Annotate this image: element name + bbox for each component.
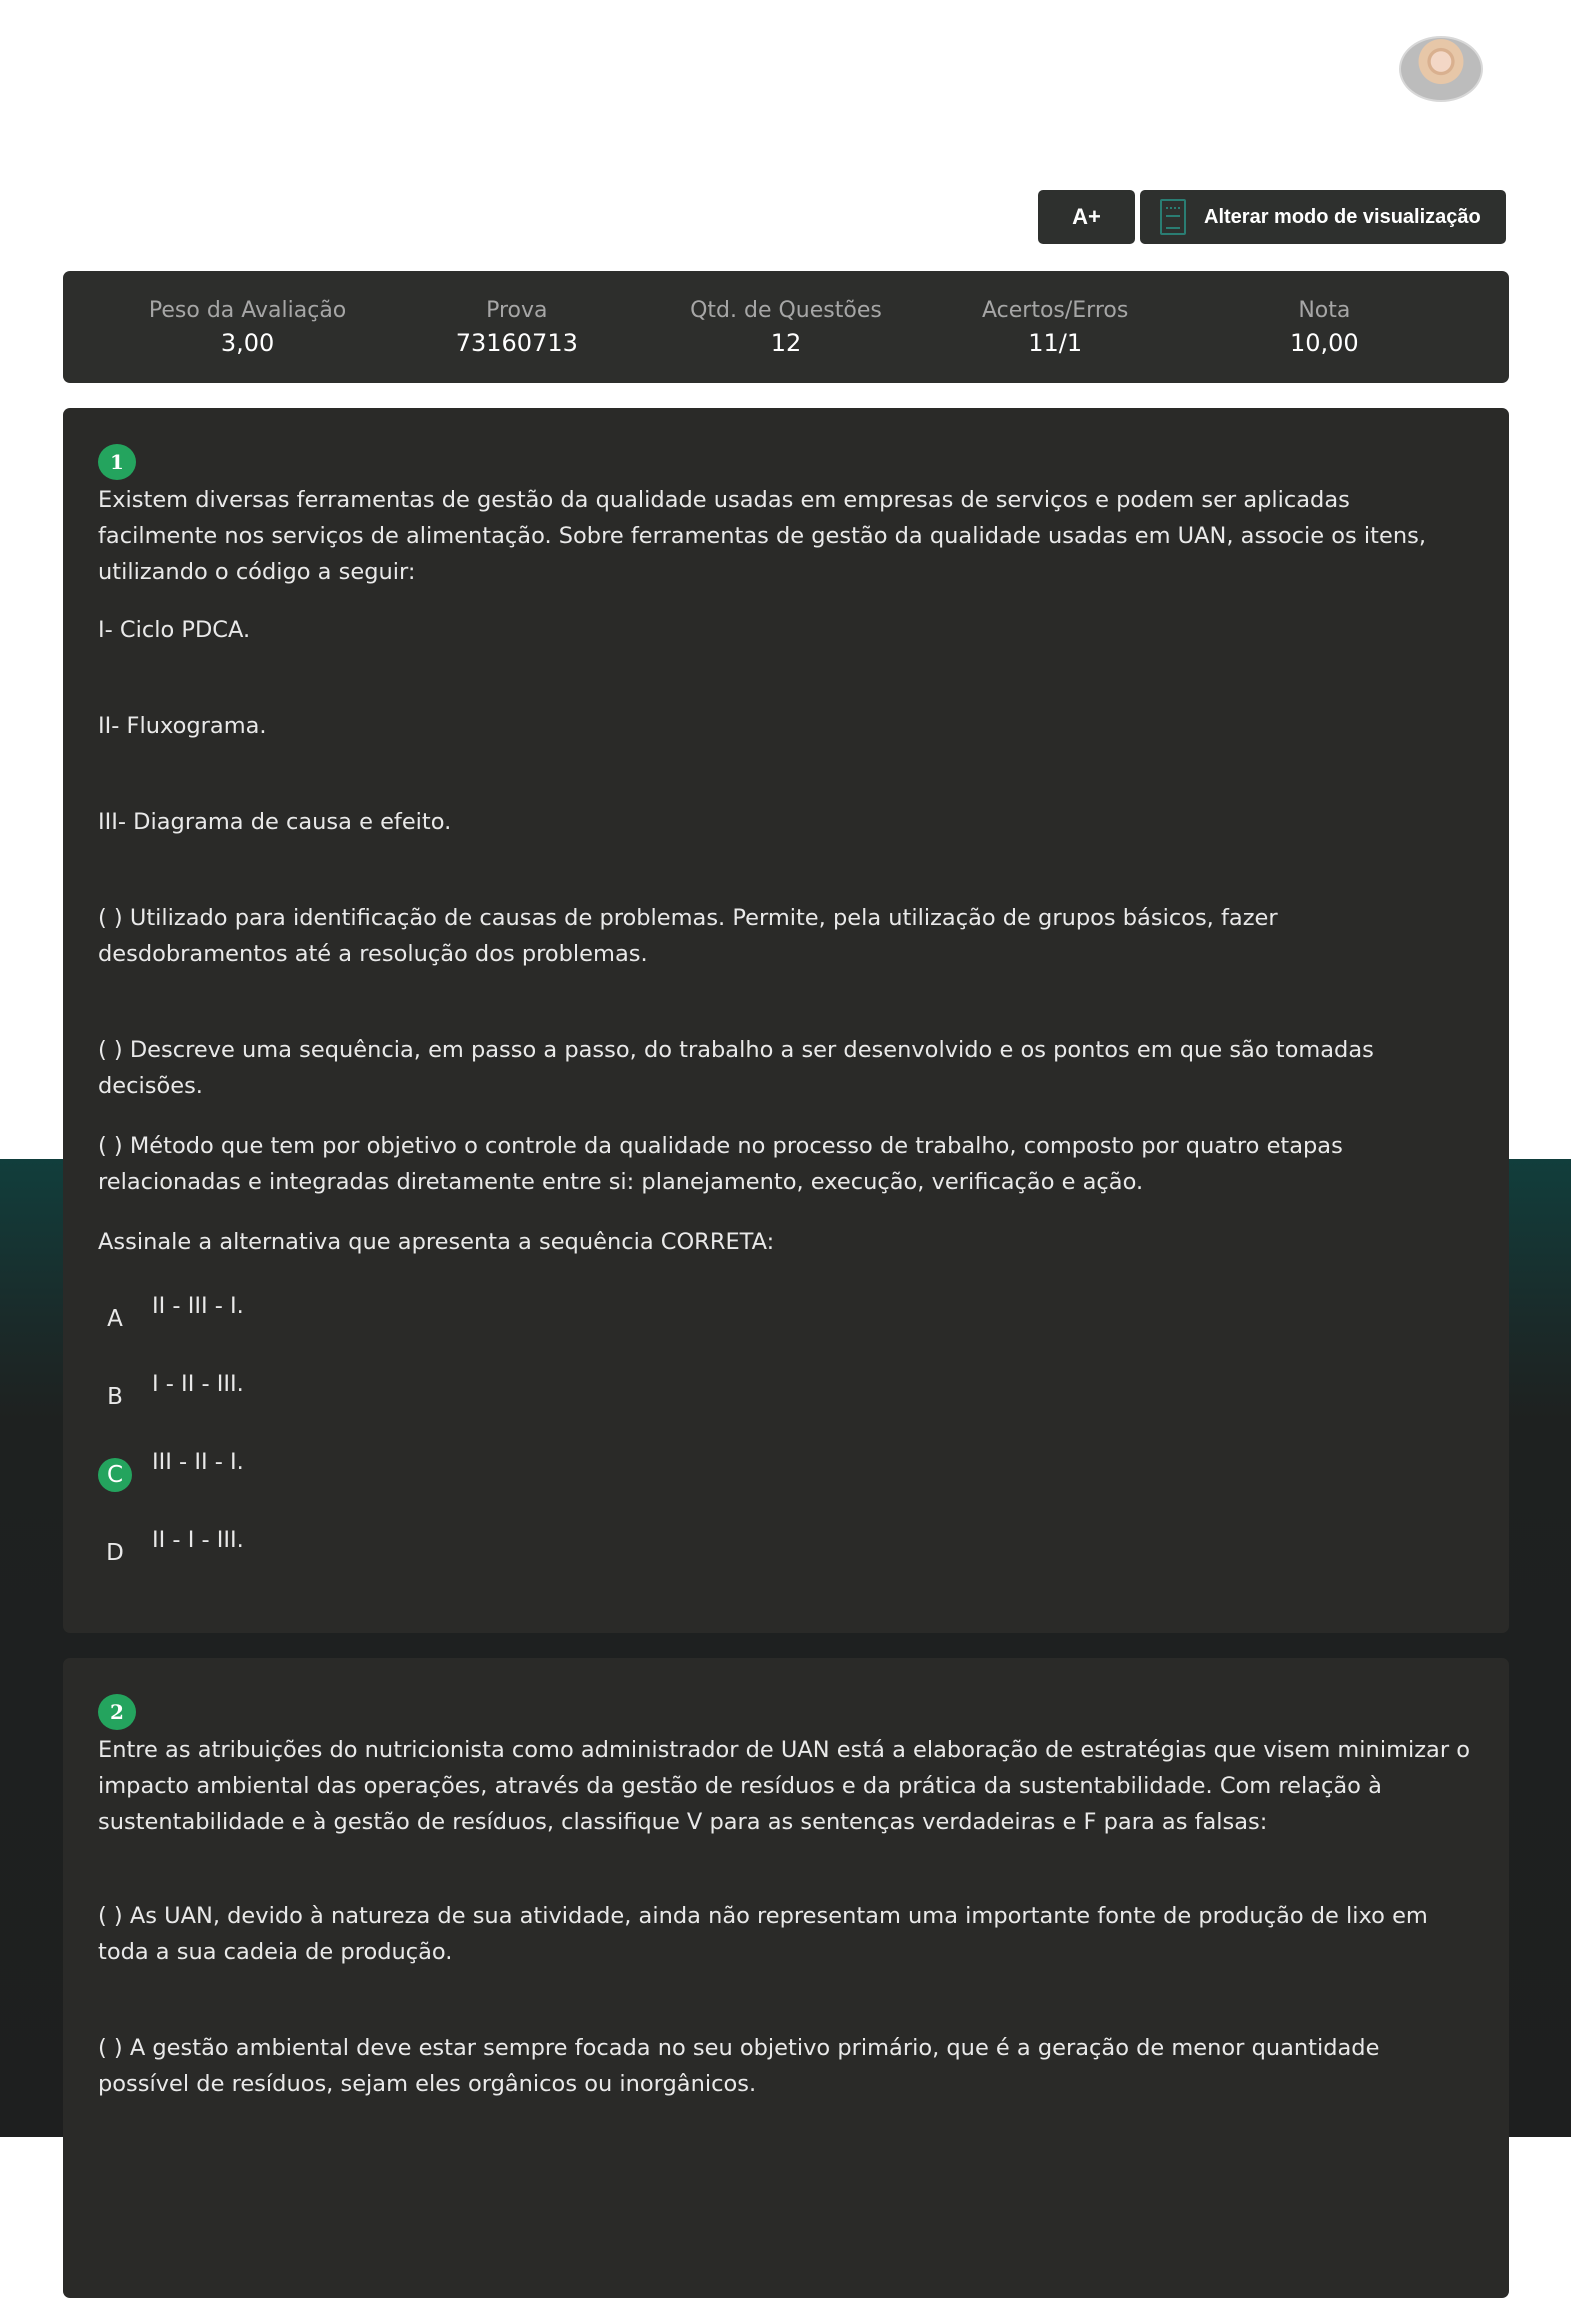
option-d[interactable] (98, 1522, 244, 1570)
stat-exam-value: 73160713 (455, 328, 578, 357)
stat-score-label: Acertos/Erros (981, 297, 1129, 323)
option-letter: A (107, 1305, 123, 1332)
stat-exam (397, 298, 637, 357)
option-a[interactable] (98, 1288, 244, 1336)
question-card-2 (63, 1658, 1509, 2298)
option-text: I - II - III. (152, 1371, 244, 1397)
statement-1: ( ) As UAN, devido à natureza de sua atividade, ainda não representam uma importante fonte de produção de lixo em toda a sua cadeia de produção. (98, 1903, 1428, 1965)
statement-2: ( ) Descreve uma sequência, em passo a passo, do trabalho a ser desenvolvido e os pontos em que são tomadas decisões. (98, 1037, 1374, 1099)
option-letter: D (106, 1539, 124, 1566)
view-mode-label: Alterar modo de visualização (1204, 205, 1481, 228)
option-c[interactable] (98, 1444, 244, 1492)
stat-score (935, 298, 1175, 357)
stat-questions (666, 298, 906, 357)
question-card-1 (63, 408, 1509, 1633)
item-1: I- Ciclo PDCA. (98, 617, 251, 643)
question-number-badge: 1 (98, 444, 136, 480)
view-mode-button[interactable] (1140, 190, 1506, 244)
statement-2: ( ) A gestão ambiental deve estar sempre focada no seu objetivo primário, que é a geração de menor quantidade possível de resíduos, sejam eles orgânicos ou inorgânicos. (98, 2035, 1380, 2097)
stat-grade-label: Nota (1298, 297, 1351, 323)
stat-questions-label: Qtd. de Questões (690, 297, 882, 323)
question-intro: Existem diversas ferramentas de gestão da qualidade usadas em empresas de serviços e podem ser aplicadas facilmente nos serviços de alimentação. Sobre ferramentas de gestão da qualidade usadas em UAN, associe os itens, utilizando o código a seguir: (98, 487, 1426, 585)
stat-weight (128, 298, 368, 357)
exam-summary (63, 271, 1509, 383)
toolbar (1038, 190, 1506, 244)
stat-weight-label: Peso da Avaliação (148, 297, 347, 323)
question-prompt: Assinale a alternativa que apresenta a sequência CORRETA: (98, 1229, 775, 1255)
option-text: II - III - I. (152, 1293, 244, 1319)
option-letter: B (107, 1383, 123, 1410)
stat-score-value: 11/1 (1028, 328, 1083, 357)
item-2: II- Fluxograma. (98, 713, 267, 739)
option-text: II - I - III. (152, 1527, 244, 1553)
question-number-badge: 2 (98, 1694, 136, 1730)
document-icon (1160, 199, 1186, 235)
font-size-button[interactable]: A+ (1038, 190, 1135, 244)
statement-1: ( ) Utilizado para identificação de causas de problemas. Permite, pela utilização de grupos básicos, fazer desdobramentos até a resolução dos problemas. (98, 905, 1278, 967)
statement-3: ( ) Método que tem por objetivo o controle da qualidade no processo de trabalho, composto por quatro etapas relacionadas e integradas diretamente entre si: planejamento, execução, verificação e ação. (98, 1133, 1343, 1195)
option-text: III - II - I. (152, 1449, 244, 1475)
stat-questions-value: 12 (770, 328, 802, 357)
stat-grade-value: 10,00 (1289, 328, 1359, 357)
stat-exam-label: Prova (486, 297, 548, 323)
stat-grade (1204, 298, 1444, 357)
option-letter-selected: C (98, 1458, 132, 1492)
user-avatar[interactable] (1399, 36, 1483, 102)
stat-weight-value: 3,00 (220, 328, 275, 357)
question-intro: Entre as atribuições do nutricionista como administrador de UAN está a elaboração de estratégias que visem minimizar o impacto ambiental das operações, através da gestão de resíduos e da prática da sustentabilidade. Com relação à sustentabilidade e à gestão de resíduos, classifique V para as sentenças verdadeiras e F para as falsas: (98, 1737, 1471, 1835)
item-3: III- Diagrama de causa e efeito. (98, 809, 452, 835)
option-b[interactable] (98, 1366, 244, 1414)
